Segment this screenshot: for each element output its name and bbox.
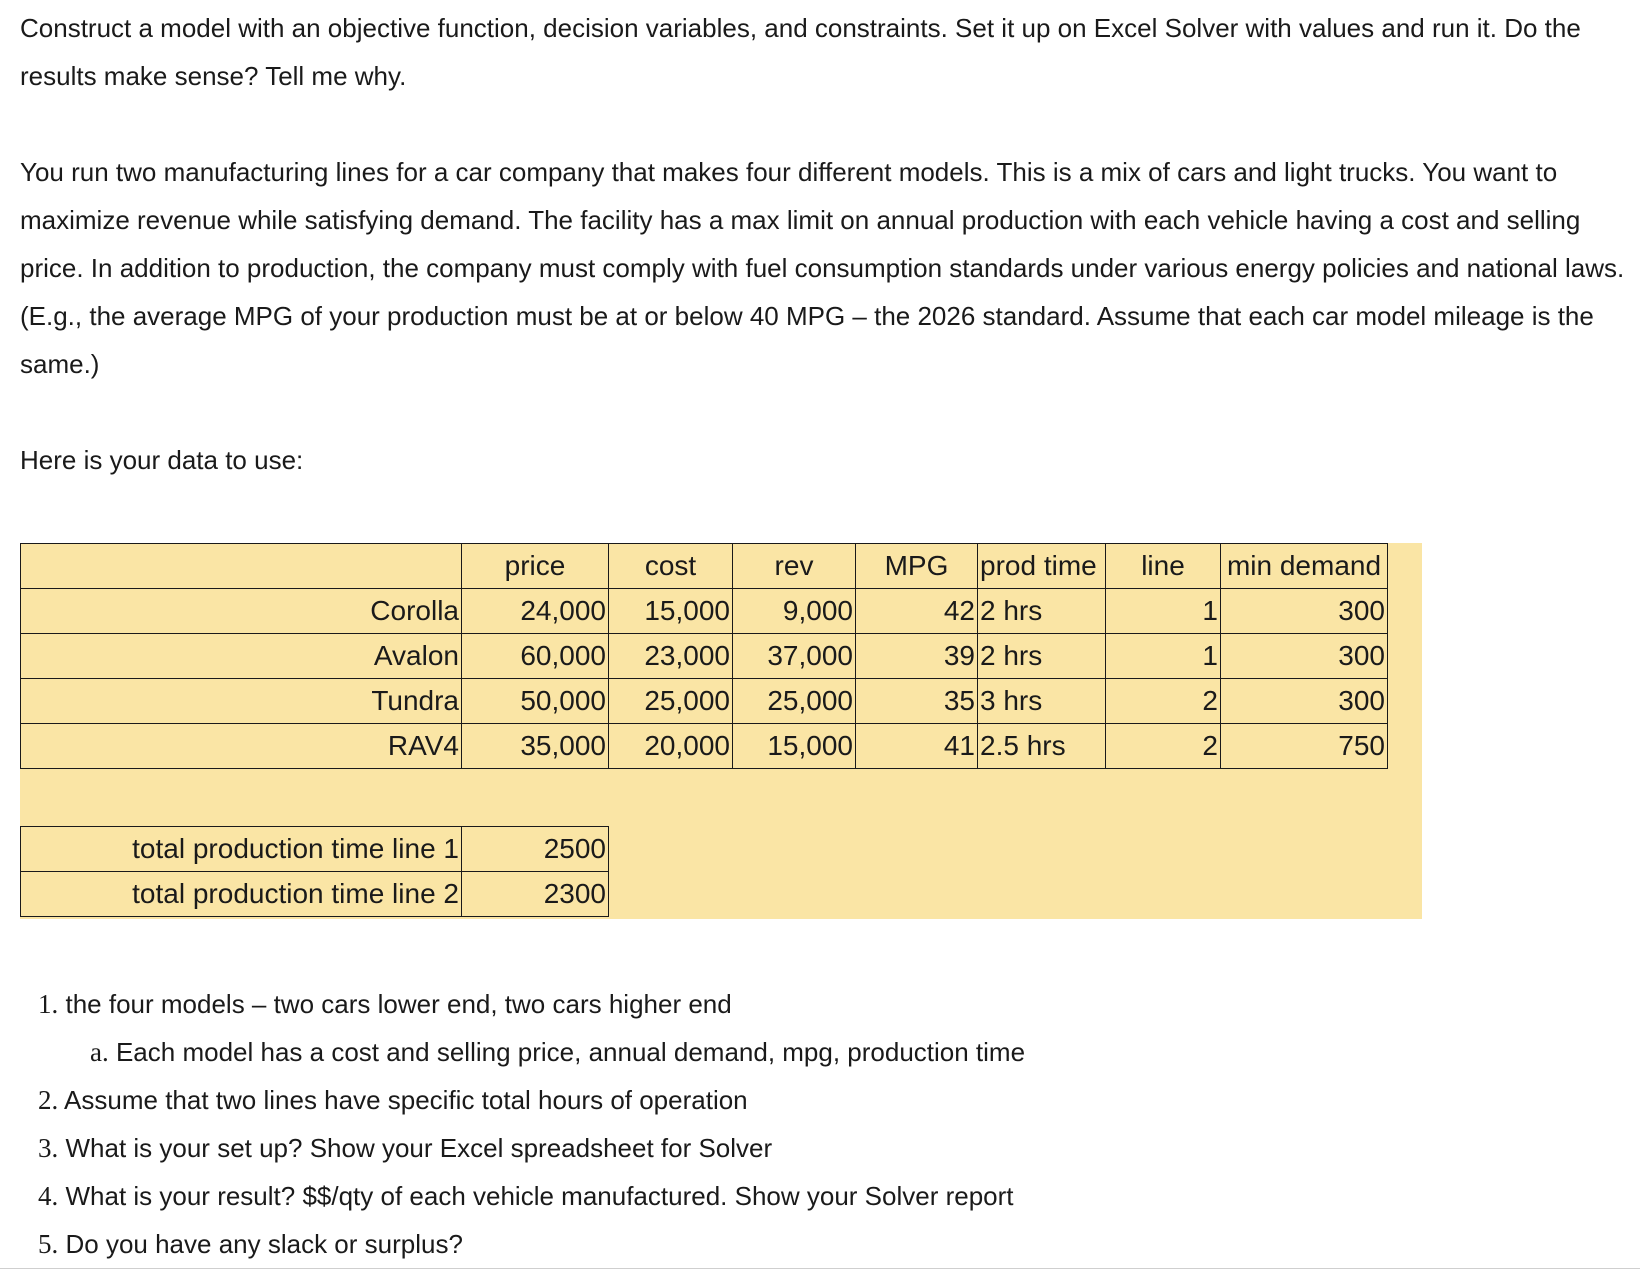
rev-cell: 9,000 — [733, 589, 856, 634]
list-number: 2. — [38, 1085, 59, 1115]
task-instructions: Construct a model with an objective function, decision variables, and constraints. Set it up on Excel Solver with values and run it. Do the results make sense? Tell me why. — [20, 13, 1581, 91]
table-row — [21, 872, 609, 917]
header-mpg: MPG — [856, 544, 978, 589]
table-row — [21, 589, 1388, 634]
list-text: the four models – two cars lower end, two cars higher end — [65, 989, 732, 1019]
line-cell: 1 — [1106, 589, 1221, 634]
mpg-cell: 35 — [856, 679, 978, 724]
scenario-description: You run two manufacturing lines for a car company that makes four different models. This is a mix of cars and light trucks. You want to maximize revenue while satisfying demand. The facility has a max limit on annual production with each vehicle having a cost and selling price. In addition to production, the company must comply with fuel consumption standards under various energy policies and national laws. (E.g., the average MPG of your production must be at or below 40 MPG – the 2026 standard. Assume that each car model mileage is the same.) — [20, 157, 1625, 379]
bottom-divider — [0, 1268, 1640, 1269]
min-demand-cell: 300 — [1221, 679, 1388, 724]
list-number: 1. — [38, 989, 59, 1019]
price-cell: 24,000 — [462, 589, 609, 634]
price-cell: 50,000 — [462, 679, 609, 724]
list-item — [38, 1028, 1025, 1076]
table-header-row — [21, 544, 1388, 589]
mpg-cell: 39 — [856, 634, 978, 679]
min-demand-cell: 750 — [1221, 724, 1388, 769]
list-number: a. — [90, 1037, 109, 1067]
table-row — [21, 634, 1388, 679]
list-text: Each model has a cost and selling price, annual demand, mpg, production time — [115, 1037, 1026, 1067]
total-time-value: 2500 — [462, 827, 609, 872]
header-cost: cost — [609, 544, 733, 589]
model-name: Tundra — [21, 679, 462, 724]
header-price: price — [462, 544, 609, 589]
production-time-table — [20, 826, 609, 917]
mpg-cell: 42 — [856, 589, 978, 634]
cost-cell: 23,000 — [609, 634, 733, 679]
table-row — [21, 827, 609, 872]
list-text: What is your set up? Show your Excel spreadsheet for Solver — [65, 1133, 773, 1163]
prod-time-cell: 2.5 hrs — [978, 724, 1106, 769]
header-line: line — [1106, 544, 1221, 589]
min-demand-cell: 300 — [1221, 634, 1388, 679]
question-list — [38, 980, 1025, 1268]
min-demand-cell: 300 — [1221, 589, 1388, 634]
table-row — [21, 724, 1388, 769]
total-time-value: 2300 — [462, 872, 609, 917]
mpg-cell: 41 — [856, 724, 978, 769]
line-cell: 2 — [1106, 724, 1221, 769]
list-number: 3. — [38, 1133, 59, 1163]
list-item — [38, 1124, 1025, 1172]
line-cell: 2 — [1106, 679, 1221, 724]
prod-time-cell: 2 hrs — [978, 589, 1106, 634]
list-item — [38, 1076, 1025, 1124]
rev-cell: 37,000 — [733, 634, 856, 679]
list-text: Do you have any slack or surplus? — [65, 1229, 463, 1259]
cost-cell: 15,000 — [609, 589, 733, 634]
total-time-label: total production time line 1 — [21, 827, 462, 872]
prod-time-cell: 3 hrs — [978, 679, 1106, 724]
vehicle-data-table — [20, 543, 1388, 769]
model-name: Corolla — [21, 589, 462, 634]
list-item — [38, 1220, 1025, 1268]
list-number: 4. — [38, 1181, 59, 1211]
list-text: Assume that two lines have specific total hours of operation — [64, 1085, 748, 1115]
table-row — [21, 679, 1388, 724]
price-cell: 60,000 — [462, 634, 609, 679]
price-cell: 35,000 — [462, 724, 609, 769]
header-blank — [21, 544, 462, 589]
header-prod-time: prod time — [978, 544, 1106, 589]
header-rev: rev — [733, 544, 856, 589]
prod-time-cell: 2 hrs — [978, 634, 1106, 679]
rev-cell: 25,000 — [733, 679, 856, 724]
list-item — [38, 980, 1025, 1028]
list-item — [38, 1172, 1025, 1220]
header-min-demand: min demand — [1221, 544, 1388, 589]
model-name: Avalon — [21, 634, 462, 679]
list-number: 5. — [38, 1229, 59, 1259]
line-cell: 1 — [1106, 634, 1221, 679]
list-text: What is your result? $$/qty of each vehicle manufactured. Show your Solver report — [65, 1181, 1014, 1211]
cost-cell: 20,000 — [609, 724, 733, 769]
model-name: RAV4 — [21, 724, 462, 769]
data-lead-in: Here is your data to use: — [20, 445, 304, 475]
cost-cell: 25,000 — [609, 679, 733, 724]
total-time-label: total production time line 2 — [21, 872, 462, 917]
rev-cell: 15,000 — [733, 724, 856, 769]
